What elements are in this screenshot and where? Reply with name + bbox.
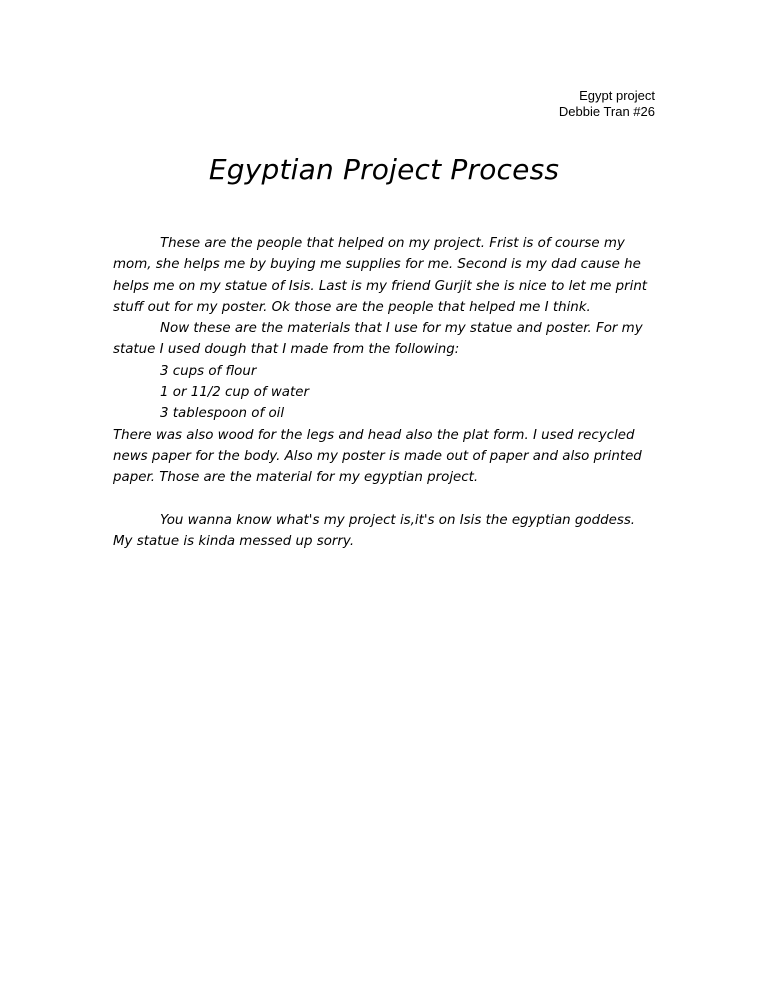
paragraph-materials: Now these are the materials that I use for my statue and poster. For my statue I used dough that I made from the following: [113, 321, 643, 358]
header-project-label: Egypt project [579, 88, 655, 103]
paragraph-topic: You wanna know what's my project is,it's on Isis the egyptian goddess. My statue is kinda messed up sorry. [113, 512, 636, 549]
list-item: 3 cups of flour [160, 363, 257, 379]
list-item: 1 or 11/2 cup of water [160, 385, 309, 401]
document-title: Egyptian Project Process [208, 153, 560, 186]
list-item: 3 tablespoon of oil [160, 406, 285, 422]
document-header [559, 88, 655, 120]
paragraph-helpers: These are the people that helped on my project. Frist is of course my mom, she helps me by buying me supplies for me. Second is my dad cause he helps me on my statue of Isis. Last is my friend Gurjit she is nice to let me print stuff out for my poster. Ok those are the people that helped me I think. [113, 236, 648, 315]
document-body [113, 233, 658, 552]
header-author: Debbie Tran #26 [558, 104, 655, 119]
paragraph-other-materials: There was also wood for the legs and head also the plat form. I used recycled news paper for the body. Also my poster is made out of paper and also printed paper. Those are the material for my egyptian project. [113, 427, 642, 486]
